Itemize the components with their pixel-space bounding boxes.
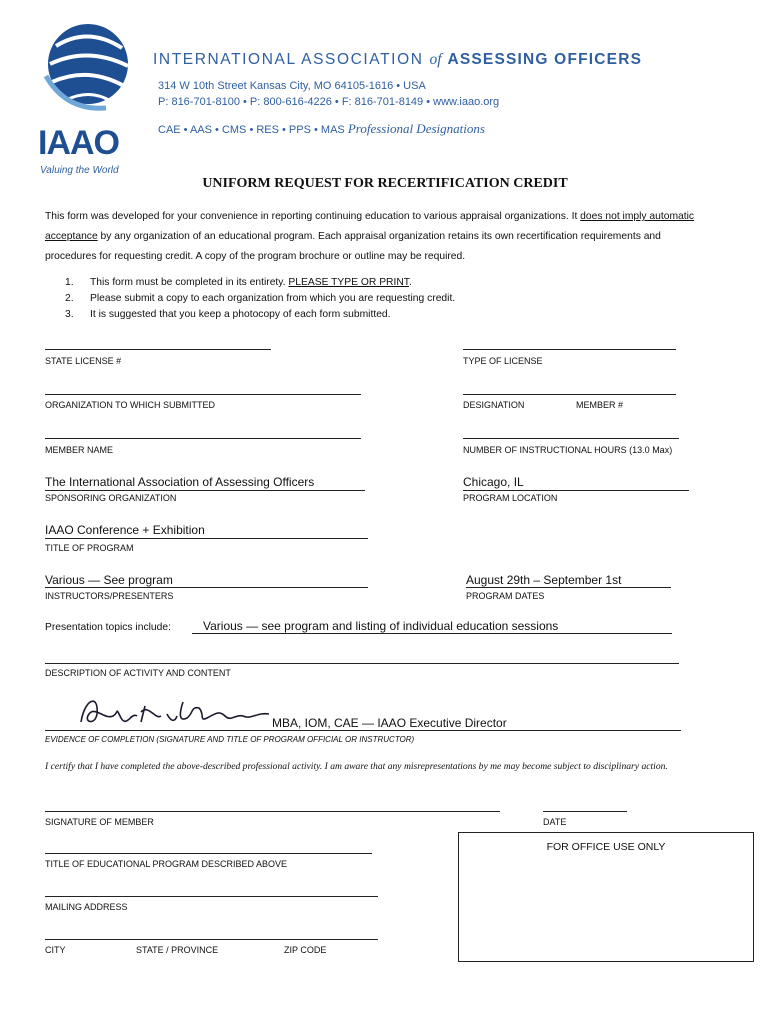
program-location-label: PROGRAM LOCATION bbox=[463, 493, 558, 503]
tagline: Valuing the World bbox=[40, 165, 119, 176]
description-label: DESCRIPTION OF ACTIVITY AND CONTENT bbox=[45, 668, 231, 678]
program-location-value[interactable]: Chicago, IL bbox=[463, 475, 524, 489]
member-name-label: MEMBER NAME bbox=[45, 445, 114, 455]
phone-line: P: 816-701-8100 • P: 800-616-4226 • F: 816-701-8149 • www.iaao.org bbox=[158, 96, 500, 108]
official-signature-image bbox=[75, 692, 275, 732]
member-signature-field[interactable] bbox=[45, 811, 500, 812]
date-label: DATE bbox=[543, 817, 567, 827]
edu-program-title-label: TITLE OF EDUCATIONAL PROGRAM DESCRIBED ABOVE bbox=[45, 859, 288, 869]
intro-paragraph: This form was developed for your convenience in reporting continuing education to various appraisal organizations. It does not imply automatic acceptance by any organization of an educational program. Each appraisal organization retains its own recertification requirements and procedures for requesting credit. A copy of the program brochure or outline may be required. bbox=[45, 211, 695, 262]
member-number-label: MEMBER # bbox=[576, 400, 624, 410]
designation-label: DESIGNATION bbox=[463, 400, 525, 410]
program-title-underline bbox=[45, 538, 368, 539]
sponsoring-org-label: SPONSORING ORGANIZATION bbox=[45, 493, 177, 503]
presentation-topics-underline bbox=[192, 633, 672, 634]
program-dates-underline bbox=[466, 587, 671, 588]
evidence-label: EVIDENCE OF COMPLETION (SIGNATURE AND TITLE OF PROGRAM OFFICIAL OR INSTRUCTOR) bbox=[45, 735, 415, 744]
program-title-value[interactable]: IAAO Conference + Exhibition bbox=[45, 523, 205, 537]
presentation-topics-value[interactable]: Various — see program and listing of individual education sessions bbox=[203, 619, 559, 633]
state-license-label: STATE LICENSE # bbox=[45, 356, 122, 366]
form-title: UNIFORM REQUEST FOR RECERTIFICATION CREDIT bbox=[202, 176, 568, 191]
organization-label: ORGANIZATION TO WHICH SUBMITTED bbox=[45, 400, 216, 410]
instructional-hours-label: NUMBER OF INSTRUCTIONAL HOURS (13.0 Max) bbox=[463, 445, 673, 455]
list-item: 2. Please submit a copy to each organization from which you are requesting credit. bbox=[65, 293, 456, 304]
instructors-value[interactable]: Various — See program bbox=[45, 573, 173, 587]
office-use-label: FOR OFFICE USE ONLY bbox=[546, 841, 666, 853]
program-location-underline bbox=[463, 490, 689, 491]
instructors-label: INSTRUCTORS/PRESENTERS bbox=[45, 591, 174, 601]
presentation-topics-label: Presentation topics include: bbox=[45, 622, 171, 633]
program-title-label: TITLE OF PROGRAM bbox=[45, 543, 134, 553]
official-title-value[interactable]: MBA, IOM, CAE — IAAO Executive Director bbox=[272, 716, 507, 730]
mailing-address-label: MAILING ADDRESS bbox=[45, 902, 128, 912]
evidence-underline bbox=[45, 730, 681, 731]
logo-text: IAAO bbox=[38, 124, 119, 162]
state-province-label: STATE / PROVINCE bbox=[136, 945, 219, 955]
sponsoring-org-underline bbox=[45, 490, 365, 491]
address-line: 314 W 10th Street Kansas City, MO 64105-1616 • USA bbox=[158, 80, 426, 92]
list-item: 1. This form must be completed in its entirety. PLEASE TYPE OR PRINT. bbox=[65, 277, 412, 288]
zip-code-label: ZIP CODE bbox=[284, 945, 327, 955]
organization-field[interactable] bbox=[45, 394, 361, 395]
type-of-license-label: TYPE OF LICENSE bbox=[463, 356, 543, 366]
state-license-field[interactable] bbox=[45, 349, 271, 350]
certification-text: I certify that I have completed the above-described professional activity. I am aware that any misrepresentations by me may become subject to disciplinary action. bbox=[45, 761, 668, 772]
office-use-box bbox=[458, 832, 754, 962]
city-state-zip-field[interactable] bbox=[45, 939, 378, 940]
org-name: INTERNATIONAL ASSOCIATION of ASSESSING OFFICERS bbox=[153, 51, 643, 68]
designation-field[interactable] bbox=[463, 394, 676, 395]
member-name-field[interactable] bbox=[45, 438, 361, 439]
edu-program-title-field[interactable] bbox=[45, 853, 372, 854]
iaao-globe-logo bbox=[36, 16, 136, 126]
date-field[interactable] bbox=[543, 811, 627, 812]
instructional-hours-field[interactable] bbox=[463, 438, 679, 439]
sponsoring-org-value[interactable]: The International Association of Assessing Officers bbox=[45, 475, 315, 489]
city-label: CITY bbox=[45, 945, 66, 955]
instructors-underline bbox=[45, 587, 368, 588]
member-signature-label: SIGNATURE OF MEMBER bbox=[45, 817, 154, 827]
instructions-list bbox=[65, 275, 455, 323]
designations: CAE • AAS • CMS • RES • PPS • MAS Professional Designations bbox=[158, 121, 485, 136]
description-field[interactable] bbox=[45, 663, 679, 664]
program-dates-value[interactable]: August 29th – September 1st bbox=[466, 573, 622, 587]
program-dates-label: PROGRAM DATES bbox=[466, 591, 545, 601]
list-item: 3. It is suggested that you keep a photocopy of each form submitted. bbox=[65, 309, 391, 320]
mailing-address-field[interactable] bbox=[45, 896, 378, 897]
type-of-license-field[interactable] bbox=[463, 349, 676, 350]
